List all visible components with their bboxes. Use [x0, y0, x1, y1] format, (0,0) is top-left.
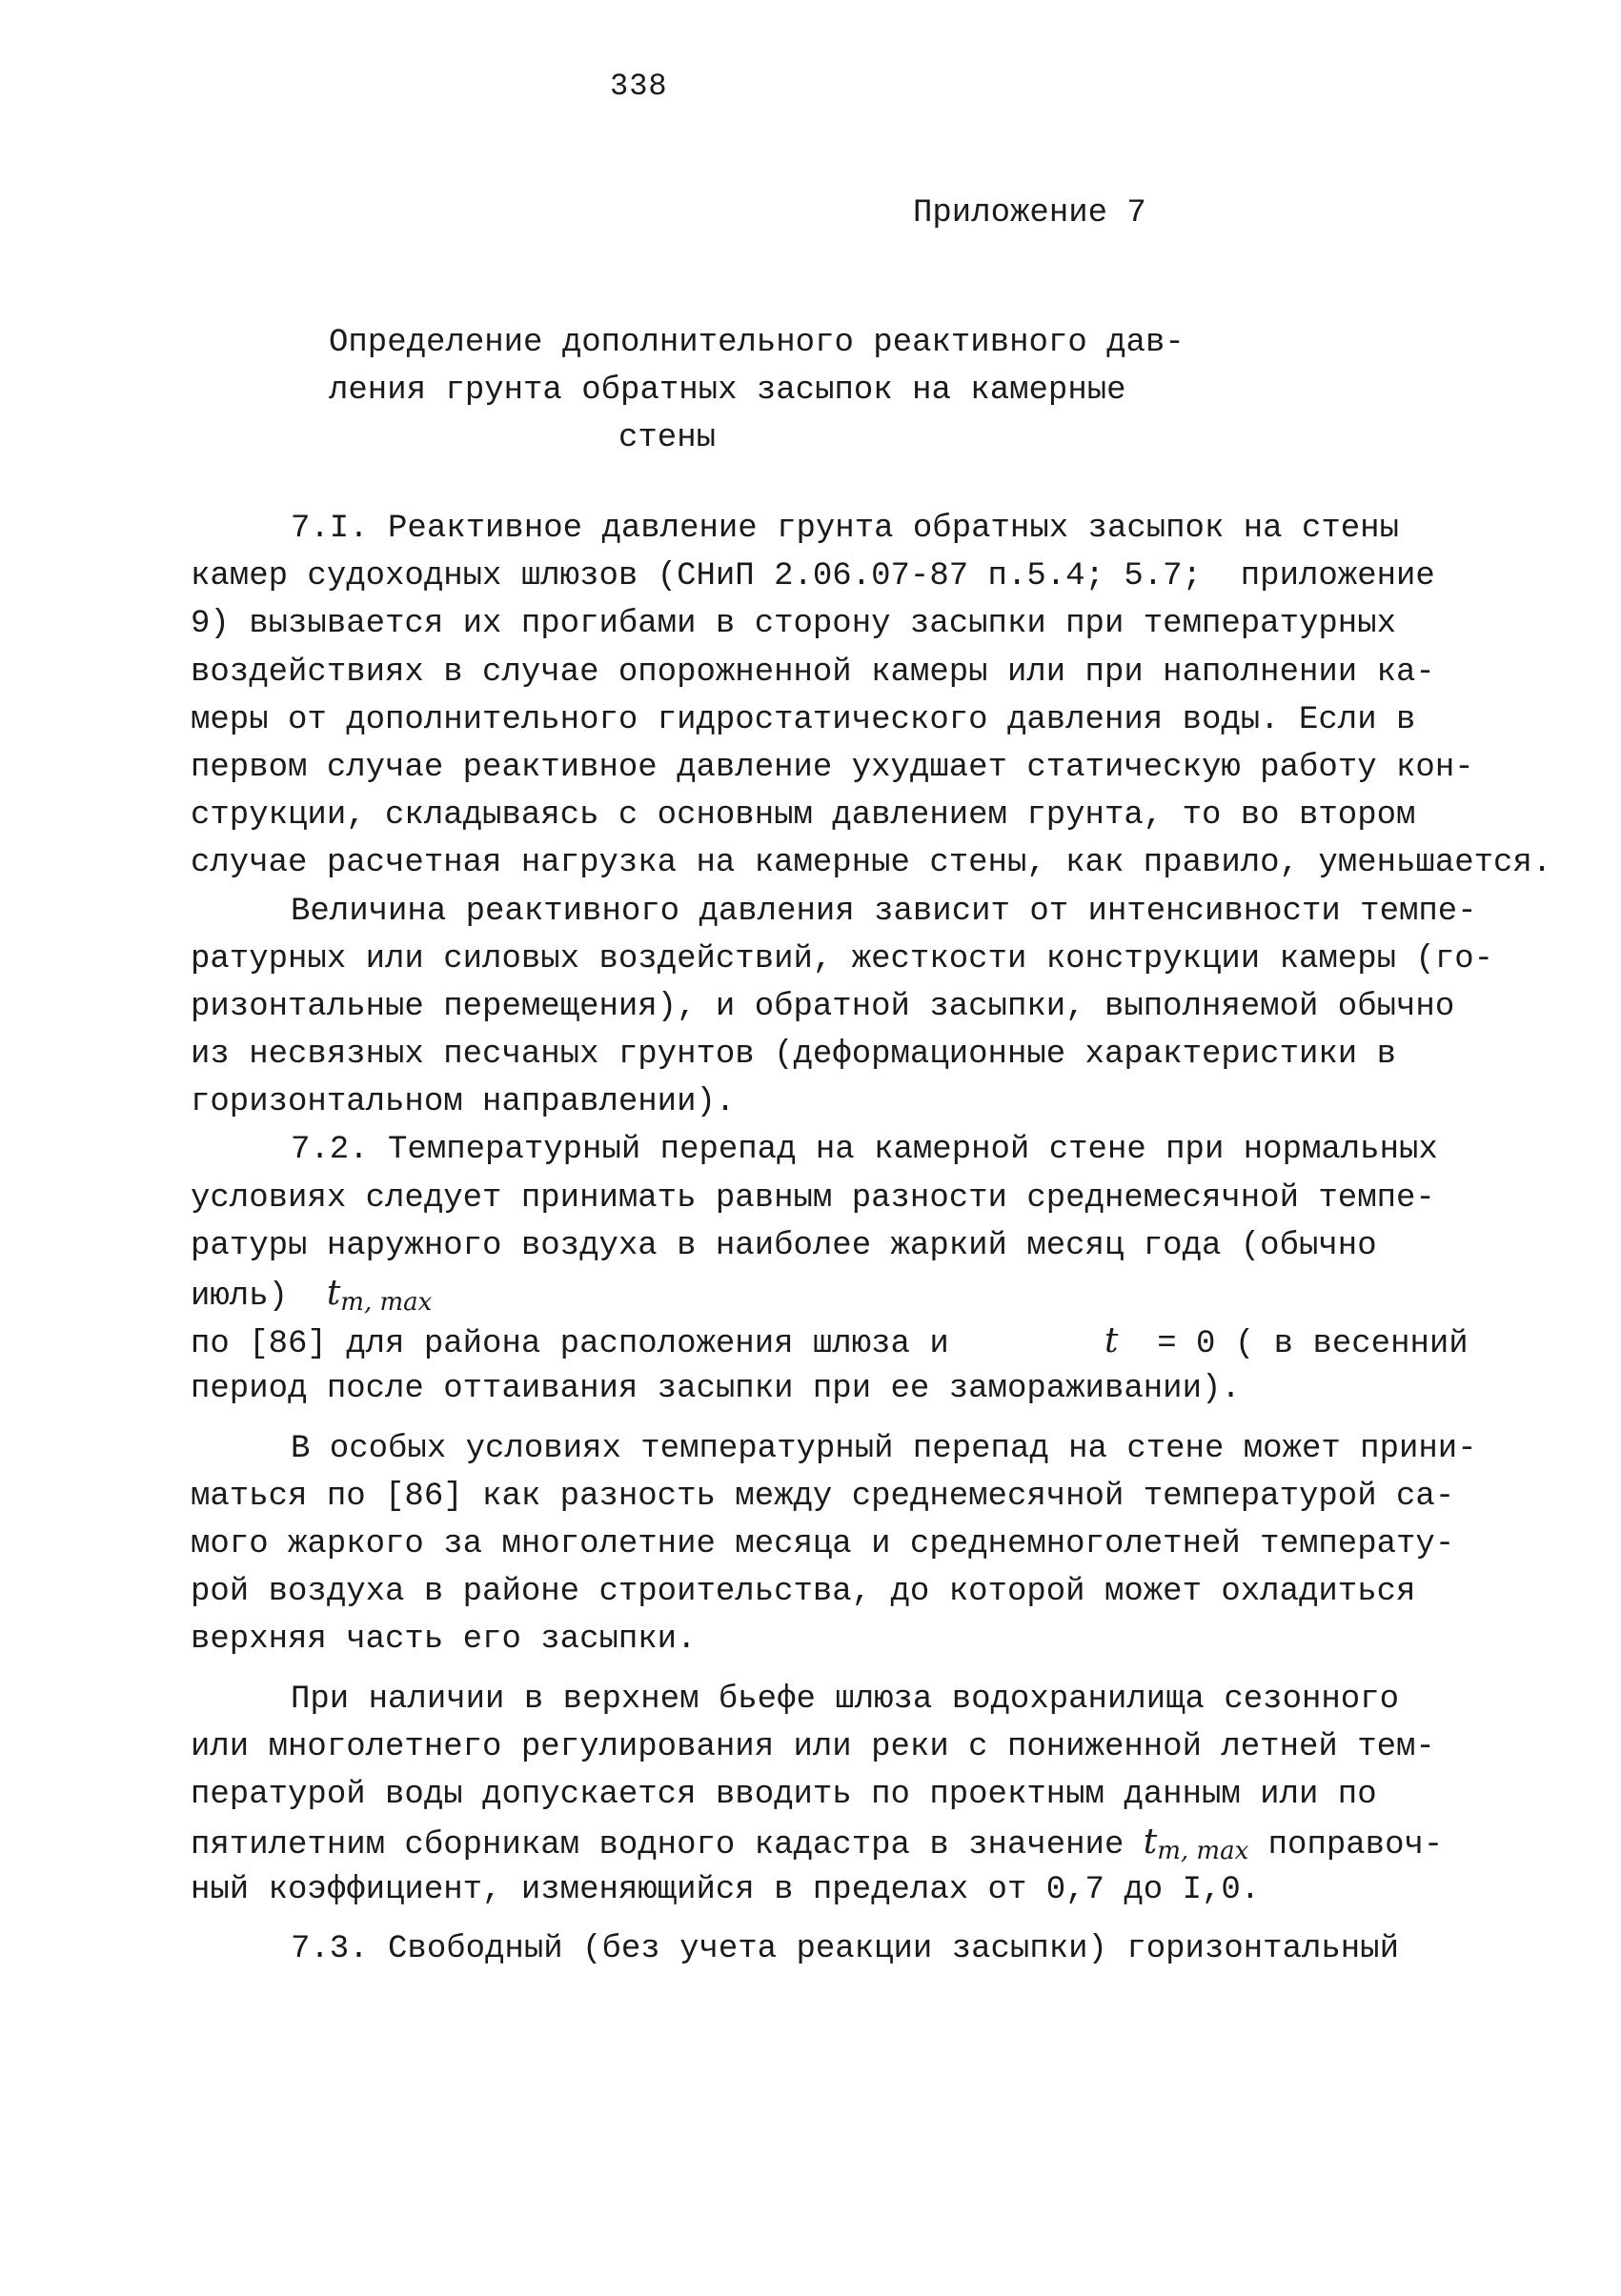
- appendix-label: Приложение 7: [913, 195, 1146, 232]
- text-line: маться по [86] как разность между среднемесячной температурой са-: [191, 1478, 1455, 1515]
- title-line: стены: [618, 420, 717, 456]
- paragraph-special-conditions: [191, 1425, 1496, 1664]
- page-number: 338: [610, 69, 668, 104]
- text-line: горизонтальном направлении).: [191, 1084, 736, 1121]
- text-line: ризонтальные перемещения), и обратной засыпки, выполняемой обычно: [191, 988, 1455, 1025]
- text-line: период после оттаивания засыпки при ее замораживании).: [191, 1371, 1241, 1408]
- text-line: ный коэффициент, изменяющийся в пределах от 0,7 до I,0.: [191, 1872, 1261, 1909]
- title-line: ления грунта обратных засыпок на камерные: [329, 373, 1126, 409]
- formula-t: t: [1104, 1321, 1119, 1361]
- math-symbol: t: [326, 1274, 341, 1313]
- paragraph-reactive-pressure: [191, 888, 1496, 1127]
- text-line: 9) вызывается их прогибами в сторону засыпки при температурных: [191, 606, 1397, 643]
- formula-t-max: [326, 1274, 433, 1317]
- text-fragment: = 0 ( в весенний: [1118, 1326, 1469, 1363]
- body-text: [191, 505, 1552, 1974]
- text-line: условиях следует принимать равным разности среднемесячной темпе-: [191, 1179, 1435, 1217]
- formula-t-max: [1143, 1823, 1249, 1866]
- text-fragment: поправоч-: [1248, 1827, 1444, 1864]
- text-line: ратурных или силовых воздействий, жесткости конструкции камеры (го-: [191, 940, 1494, 977]
- text-line: 7.3. Свободный (без учета реакции засыпки) горизонтальный: [291, 1931, 1399, 1968]
- text-line: В особых условиях температурный перепад на стене может прини-: [291, 1430, 1477, 1467]
- text-line: [191, 1318, 1496, 1365]
- text-fragment: июль): [191, 1279, 327, 1315]
- text-line: или многолетнего регулирования или реки с пониженной летней тем-: [191, 1728, 1435, 1765]
- title-line: Определение дополнительного реактивного дав-: [329, 325, 1185, 361]
- text-line: [191, 1270, 1496, 1318]
- math-subscript: m, max: [1157, 1837, 1249, 1866]
- text-line: первом случае реактивное давление ухудшает статическую работу кон-: [191, 749, 1474, 786]
- math-subscript: m, max: [340, 1288, 433, 1317]
- text-line: Величина реактивного давления зависит от интенсивности темпе-: [291, 893, 1477, 930]
- text-line: рой воздуха в районе строительства, до которой может охладиться: [191, 1574, 1416, 1611]
- text-line: из несвязных песчаных грунтов (деформационные характеристики в: [191, 1037, 1397, 1074]
- text-line: верхняя часть его засыпки.: [191, 1621, 697, 1659]
- paragraph-7-3: [191, 1925, 1496, 1973]
- text-line: 7.2. Температурный перепад на камерной стене при нормальных: [291, 1132, 1438, 1169]
- text-line: [191, 1819, 1496, 1866]
- text-fragment: пятилетним сборникам водного кадастра в значение: [191, 1827, 1144, 1864]
- math-symbol: t: [1143, 1823, 1158, 1863]
- paragraph-7-2: [191, 1126, 1496, 1413]
- text-fragment: по [86] для района расположения шлюза и: [191, 1326, 1104, 1363]
- text-line: камер судоходных шлюзов (СНиП 2.06.07-87 п.5.4; 5.7; приложение: [191, 558, 1435, 595]
- paragraph-reservoir: [191, 1676, 1496, 1915]
- text-line: 7.I. Реактивное давление грунта обратных засыпок на стены: [291, 511, 1399, 547]
- text-line: воздействиях в случае опорожненной камеры или при наполнении ка-: [191, 654, 1435, 691]
- section-title: [329, 319, 1225, 462]
- text-line: струкции, складываясь с основным давлением грунта, то во втором: [191, 797, 1416, 835]
- text-line: При наличии в верхнем бьефе шлюза водохранилища сезонного: [291, 1681, 1399, 1718]
- text-line: пературой воды допускается вводить по проектным данным или по: [191, 1776, 1377, 1813]
- paragraph-7-1: [191, 505, 1552, 888]
- text-line: ратуры наружного воздуха в наиболее жаркий месяц года (обычно: [191, 1227, 1377, 1264]
- text-line: меры от дополнительного гидростатического давления воды. Если в: [191, 701, 1416, 738]
- text-line: случае расчетная нагрузка на камерные стены, как правило, уменьшается.: [191, 845, 1552, 882]
- text-line: мого жаркого за многолетние месяца и среднемноголетней температу-: [191, 1525, 1455, 1562]
